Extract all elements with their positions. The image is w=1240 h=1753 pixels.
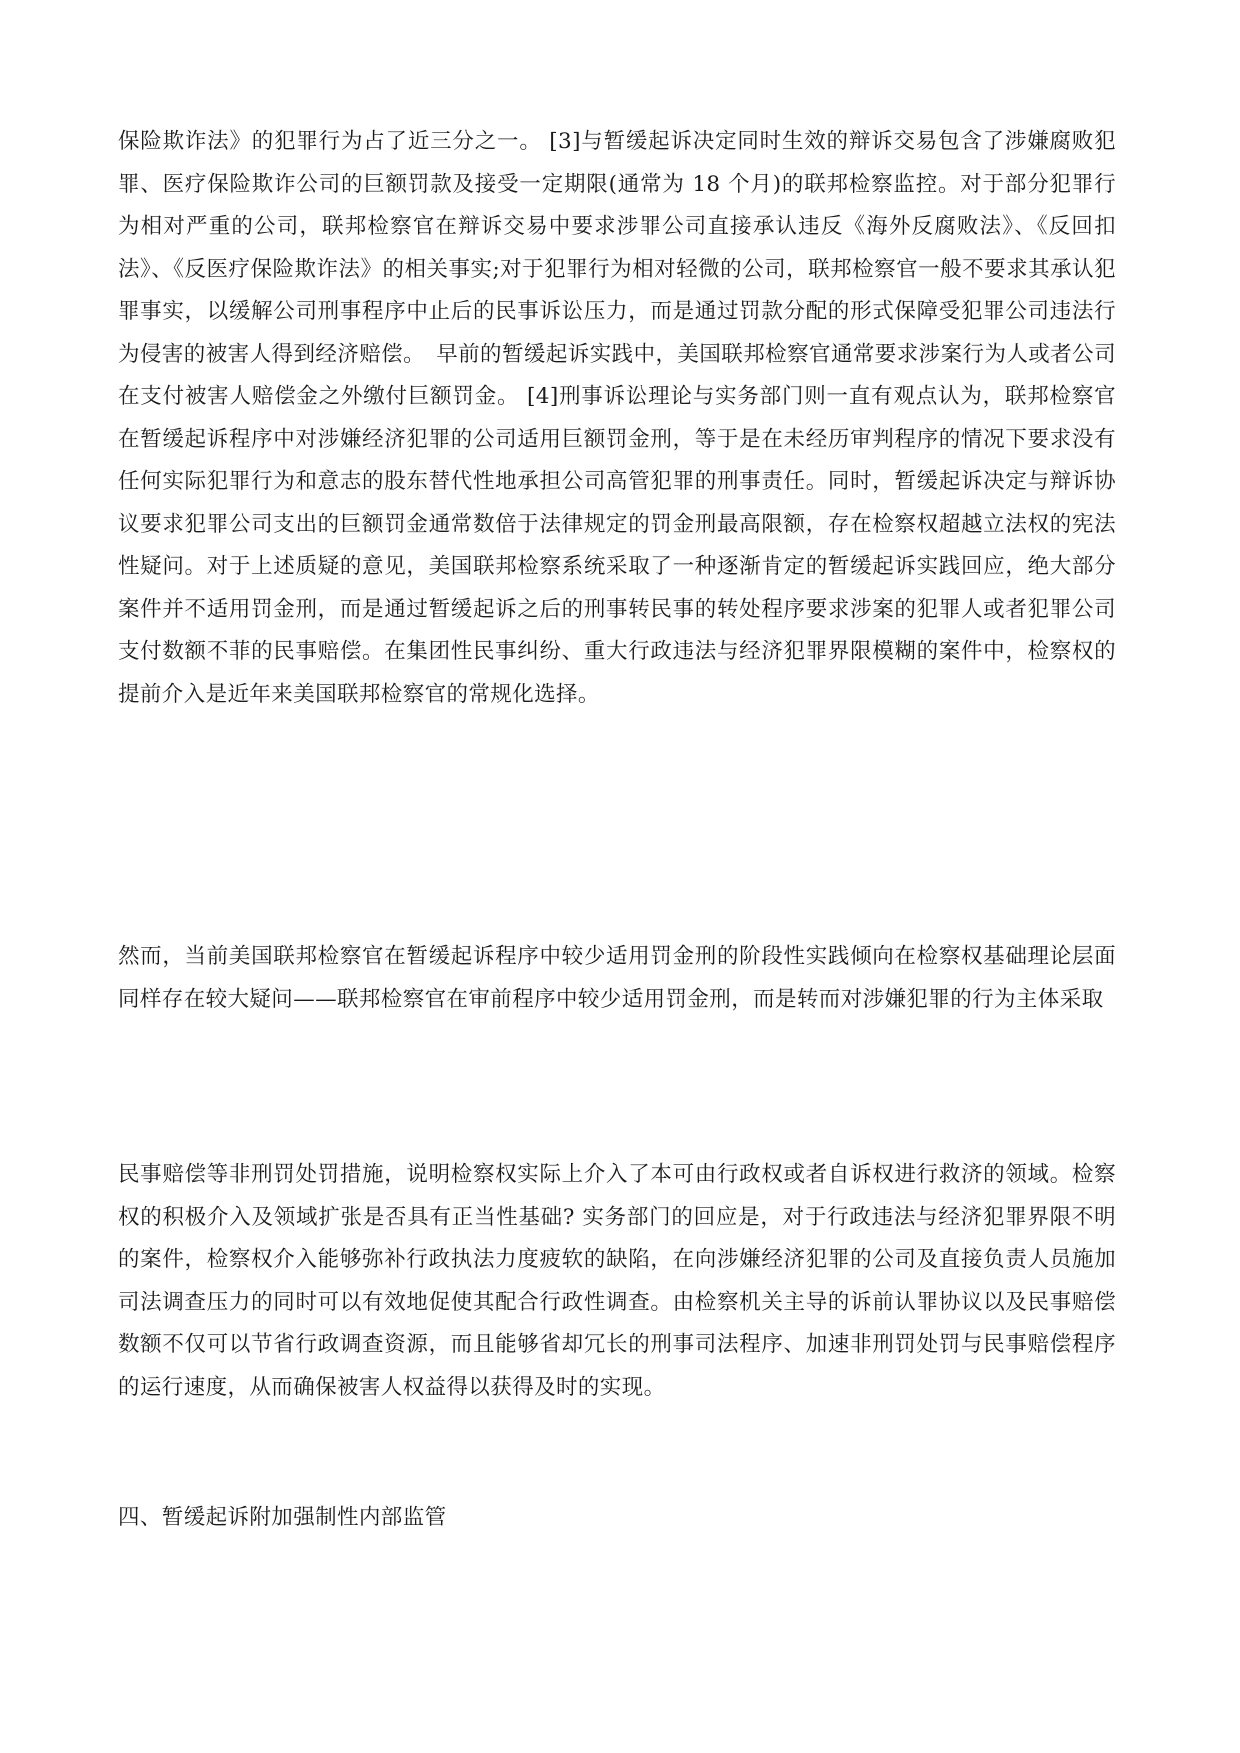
section-heading: 四、暂缓起诉附加强制性内部监管 <box>118 1505 447 1530</box>
body-paragraph-3: 民事赔偿等非刑罚处罚措施，说明检察权实际上介入了本可由行政权或者自诉权进行救济的领域。检察权的积极介入及领域扩张是否具有正当性基础? 实务部门的回应是，对于行政违法与经济犯罪界限不明的案件，检察权介入能够弥补行政执法力度疲软的缺陷，在向涉嫌经济犯罪的公司及直接负责人员施加司法调查压力的同时可以有效地促使其配合行政性调查。由检察机关主导的诉前认罪协议以及民事赔偿数额不仅可以节省行政调查资源，而且能够省却冗长的刑事司法程序、加速非刑罚处罚与民事赔偿程序的运行速度，从而确保被害人权益得以获得及时的实现。 <box>118 1162 1116 1400</box>
body-paragraph-1: 保险欺诈法》的犯罪行为占了近三分之一。 [3]与暂缓起诉决定同时生效的辩诉交易包含了涉嫌腐败犯罪、医疗保险欺诈公司的巨额罚款及接受一定期限(通常为 18 个月)的联邦检察监控。对于部分犯罪行为相对严重的公司，联邦检察官在辩诉交易中要求涉罪公司直接承认违反《海外反腐败法》、《反回扣法》、《反医疗保险欺诈法》的相关事实;对于犯罪行为相对轻微的公司，联邦检察官一般不要求其承认犯罪事实，以缓解公司刑事程序中止后的民事诉讼压力，而是通过罚款分配的形式保障受犯罪公司违法行为侵害的被害人得到经济赔偿。 早前的暂缓起诉实践中，美国联邦检察官通常要求涉案行为人或者公司在支付被害人赔偿金之外缴付巨额罚金。 [4]刑事诉讼理论与实务部门则一直有观点认为，联邦检察官在暂缓起诉程序中对涉嫌经济犯罪的公司适用巨额罚金刑，等于是在未经历审判程序的情况下要求没有任何实际犯罪行为和意志的股东替代性地承担公司高管犯罪的刑事责任。同时，暂缓起诉决定与辩诉协议要求犯罪公司支出的巨额罚金通常数倍于法律规定的罚金刑最高限额，存在检察权超越立法权的宪法性疑问。对于上述质疑的意见，美国联邦检察系统采取了一种逐渐肯定的暂缓起诉实践回应，绝大部分案件并不适用罚金刑，而是通过暂缓起诉之后的刑事转民事的转处程序要求涉案的犯罪人或者犯罪公司支付数额不菲的民事赔偿。在集团性民事纠纷、重大行政违法与经济犯罪界限模糊的案件中，检察权的提前介入是近年来美国联邦检察官的常规化选择。 <box>118 129 1116 707</box>
body-paragraph-2: 然而，当前美国联邦检察官在暂缓起诉程序中较少适用罚金刑的阶段性实践倾向在检察权基础理论层面同样存在较大疑问——联邦检察官在审前程序中较少适用罚金刑，而是转而对涉嫌犯罪的行为主体采取 <box>118 944 1116 1012</box>
